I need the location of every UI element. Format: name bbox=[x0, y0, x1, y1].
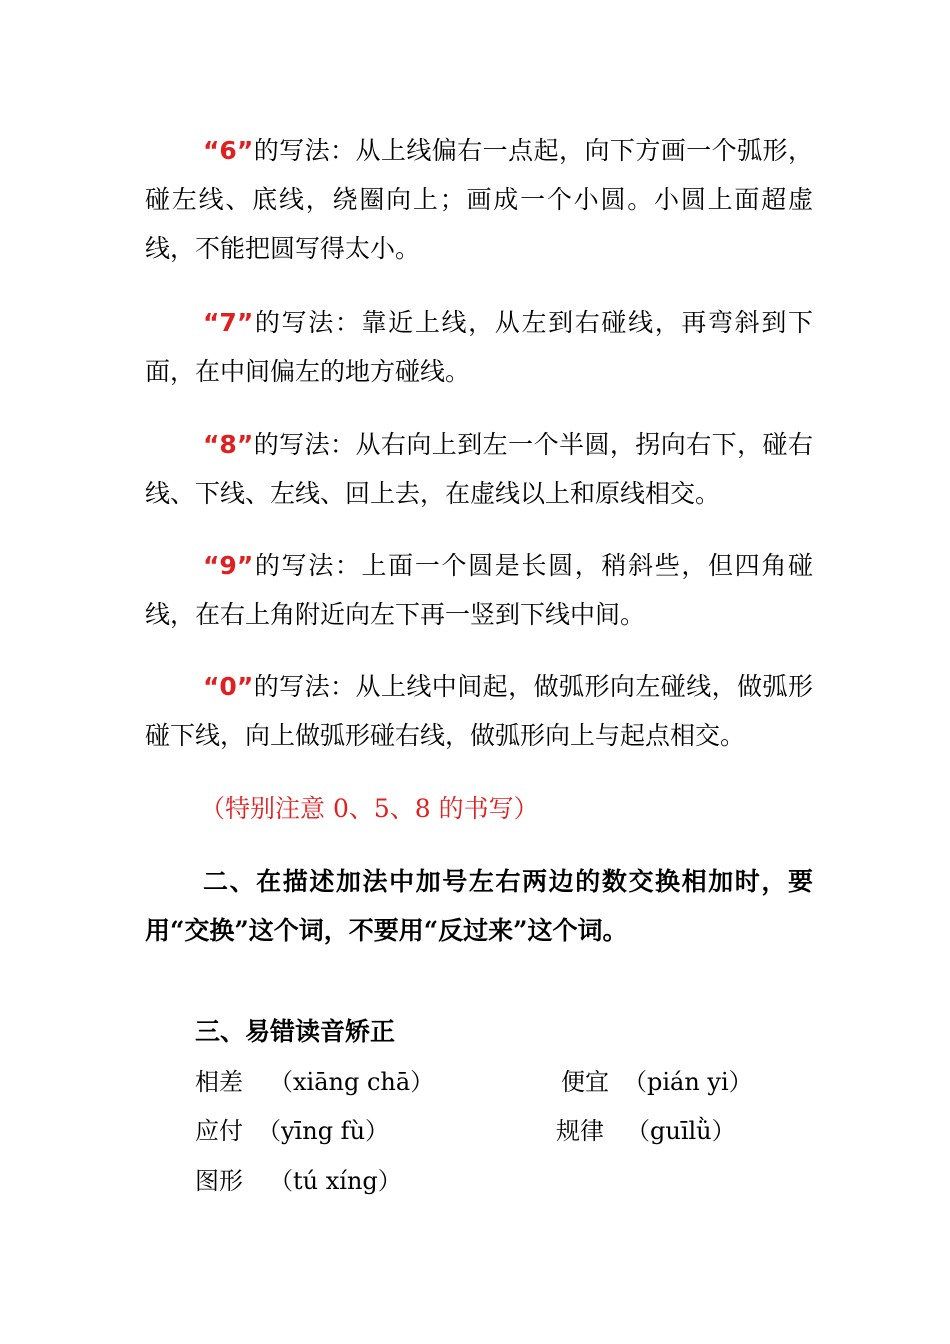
paragraph-digit-0 bbox=[145, 662, 813, 760]
digit-label: “6” bbox=[203, 136, 254, 165]
digit-label: “7” bbox=[203, 308, 254, 337]
vocab-pinyin: （tú xíng） bbox=[269, 1167, 402, 1195]
vocab-item bbox=[561, 1067, 753, 1097]
paragraph-digit-8 bbox=[145, 420, 813, 518]
section-3-title: 三、易错读音矫正 bbox=[195, 1017, 396, 1046]
vocab-word: 规律 bbox=[556, 1117, 604, 1145]
vocab-word: 图形 bbox=[195, 1167, 243, 1195]
paragraph-text: 的写法：从上线中间起，做弧形向左碰线，做弧形碰下线，向上做弧形碰右线，做弧形向上与起点相交。 bbox=[145, 672, 813, 750]
paragraph-text: 的写法：从右向上到左一个半圆，拐向右下，碰右线、下线、左线、回上去，在虚线以上和原线相交。 bbox=[145, 430, 813, 508]
digit-label: “8” bbox=[203, 430, 254, 459]
vocab-word: 相差 bbox=[195, 1068, 243, 1096]
vocab-pinyin: （xiāng chā） bbox=[269, 1068, 435, 1096]
paragraph-text: 的写法：靠近上线，从左到右碰线，再弯斜到下面，在中间偏左的地方碰线。 bbox=[145, 308, 813, 386]
paragraph-text: 的写法：从上线偏右一点起，向下方画一个弧形，碰左线、底线，绕圈向上；画成一个小圆。小圆上面超虚线，不能把圆写得太小。 bbox=[145, 136, 813, 263]
special-note: （特别注意 0、5、8 的书写） bbox=[200, 794, 539, 823]
vocab-pinyin: （yīng fù） bbox=[257, 1117, 390, 1145]
digit-label: “9” bbox=[203, 551, 254, 580]
paragraph-digit-7 bbox=[145, 298, 813, 396]
vocab-word: 应付 bbox=[195, 1117, 243, 1145]
vocab-word: 便宜 bbox=[561, 1068, 609, 1096]
vocab-pinyin: （pián yi） bbox=[623, 1068, 753, 1096]
paragraph-text: 的写法：上面一个圆是长圆，稍斜些，但四角碰线，在右上角附近向左下再一竖到下线中间。 bbox=[145, 551, 813, 629]
vocab-item bbox=[195, 1116, 389, 1146]
vocab-pinyin: （guīlǜ） bbox=[626, 1117, 736, 1145]
paragraph-digit-6 bbox=[145, 126, 813, 273]
paragraph-digit-9 bbox=[145, 541, 813, 639]
section-2-text: 二、在描述加法中加号左右两边的数交换相加时，要用“交换”这个词，不要用“反过来”这个词。 bbox=[145, 867, 813, 945]
vocab-item bbox=[195, 1166, 402, 1196]
vocab-item bbox=[195, 1067, 434, 1097]
digit-label: “0” bbox=[203, 672, 254, 701]
vocab-item bbox=[556, 1116, 736, 1146]
